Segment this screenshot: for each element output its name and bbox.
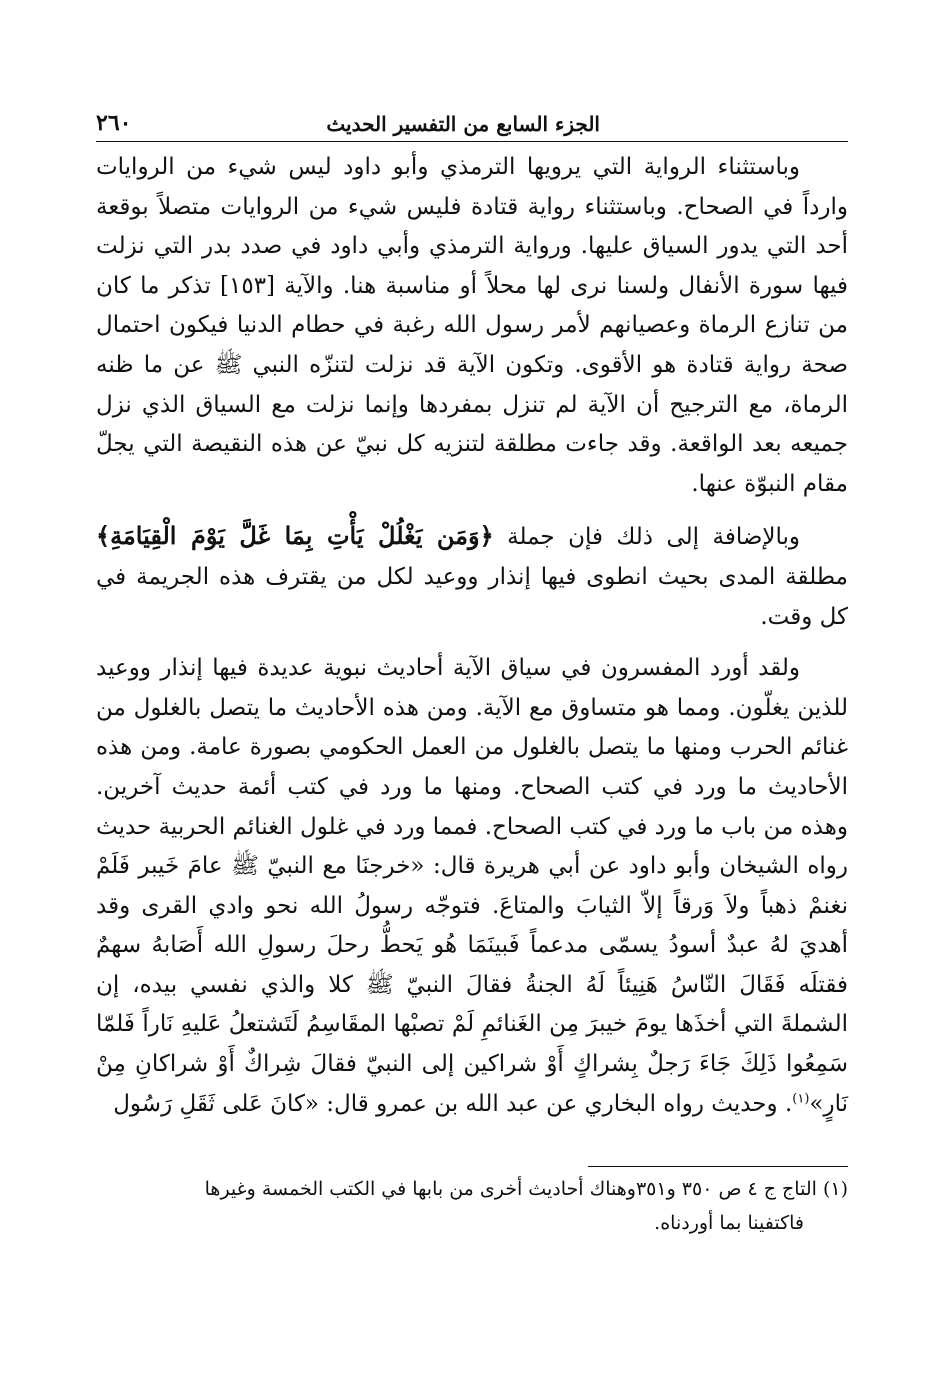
paragraph-3-text: ولقد أورد المفسرون في سياق الآية أحاديث نبوية عديدة فيها إنذار ووعيد للذين يغلّون. ومما هو متساوق مع الآية. ومن هذه الأحاديث ما يتصل بالغلول من غنائم الحرب ومنها ما يتصل بالغلول من العمل الحكومي بصورة عامة. ومن هذه الأحاديث ما ورد في كتب الصحاح. ومنها ما ورد في كتب أئمة حديث آخرين. وهذه من باب ما ورد في كتب الصحاح. فمما ورد في غلول الغنائم الحربية حديث رواه الشيخان وأبو داود عن أبي هريرة قال: «خرجنَا مع النبيّ ﷺ عامَ خَيبر فَلَمْ نغنمْ ذهباً ولاَ وَرقاً إلاّ الثيابَ والمتاعَ. فتوجّه رسولُ الله نحو وادي القرى وقد أهديَ لهُ عبدٌ أسودُ يسمّى مدعماً فَبينَمَا هُو يَحطُّ رحلَ رسولِ الله أَصَابهُ سهمٌ فقتلَه فَقَالَ النّاسُ هَنِيئاً لَهُ الجنةُ فقالَ النبيّ ﷺ كلا والذي نفسي بيده، إن الشملةَ التي أخذَها يومَ خيبرَ مِن الغَنائمِ لَمْ تصبْها المقَاسِمُ لَتَشتعلُ عَليهِ نَاراً فَلمّا سَمِعُوا ذَلِكَ جَاءَ رَجلٌ بِشراكٍ أَوْ شراكين إلى النبيّ فقالَ شِراكٌ أَوْ شراكانِ مِنْ نَارٍ»: [96, 655, 848, 1117]
footnote-reference-1: (١): [792, 1091, 810, 1106]
page-number: ٢٦٠: [96, 110, 132, 136]
footnote-divider: [588, 1166, 848, 1167]
paragraph-2: [96, 516, 848, 637]
page-header: [96, 100, 848, 134]
footnotes: [96, 1172, 848, 1240]
paragraph-2-intro: وبالإضافة إلى ذلك فإن جملة: [507, 524, 801, 551]
paragraph-2-rest: مطلقة المدى بحيث انطوى فيها إنذار ووعيد لكل من يقترف هذه الجريمة في كل وقت.: [96, 563, 848, 630]
quran-verse: ﴿وَمَن يَغْلُلْ يَأْتِ بِمَا غَلَّ يَوْمَ الْقِيَامَةِ﴾: [96, 521, 494, 551]
running-title: الجزء السابع من التفسير الحديث: [326, 112, 600, 136]
footnote-1-line-1: (١) التاج ج ٤ ص ٣٥٠ و٣٥١وهناك أحاديث أخرى من بابها في الكتب الخمسة وغيرها: [204, 1178, 848, 1200]
paragraph-3-tail: . وحديث رواه البخاري عن عبد الله بن عمرو قال: «كانَ عَلى ثَقَلِ رَسُول: [113, 1090, 793, 1117]
main-text: [96, 148, 848, 1124]
footnote-1-line-2: فاكتفينا بما أوردناه.: [654, 1212, 804, 1234]
paragraph-1: وباستثناء الرواية التي يرويها الترمذي وأبو داود ليس شيء من الروايات وارداً في الصحاح. وباستثناء رواية قتادة فليس شيء من الروايات متصلاً بوقعة أحد التي يدور السياق عليها. ورواية الترمذي وأبي داود في صدد بدر التي نزلت فيها سورة الأنفال ولسنا نرى لها محلاً أو مناسبة هنا. والآية [١٥٣] تذكر ما كان من تنازع الرماة وعصيانهم لأمر رسول الله رغبة في حطام الدنيا فيكون احتمال صحة رواية قتادة هو الأقوى. وتكون الآية قد نزلت لتنزّه النبي ﷺ عن ما ظنه الرماة، مع الترجيح أن الآية لم تنزل بمفردها وإنما نزلت مع السياق الذي نزل جميعه بعد الواقعة. وقد جاءت مطلقة لتنزيه كل نبيّ عن هذه النقيصة التي يجلّ مقام النبوّة عنها.: [96, 154, 848, 497]
header-divider: [96, 141, 848, 142]
paragraph-3: [96, 649, 848, 1124]
